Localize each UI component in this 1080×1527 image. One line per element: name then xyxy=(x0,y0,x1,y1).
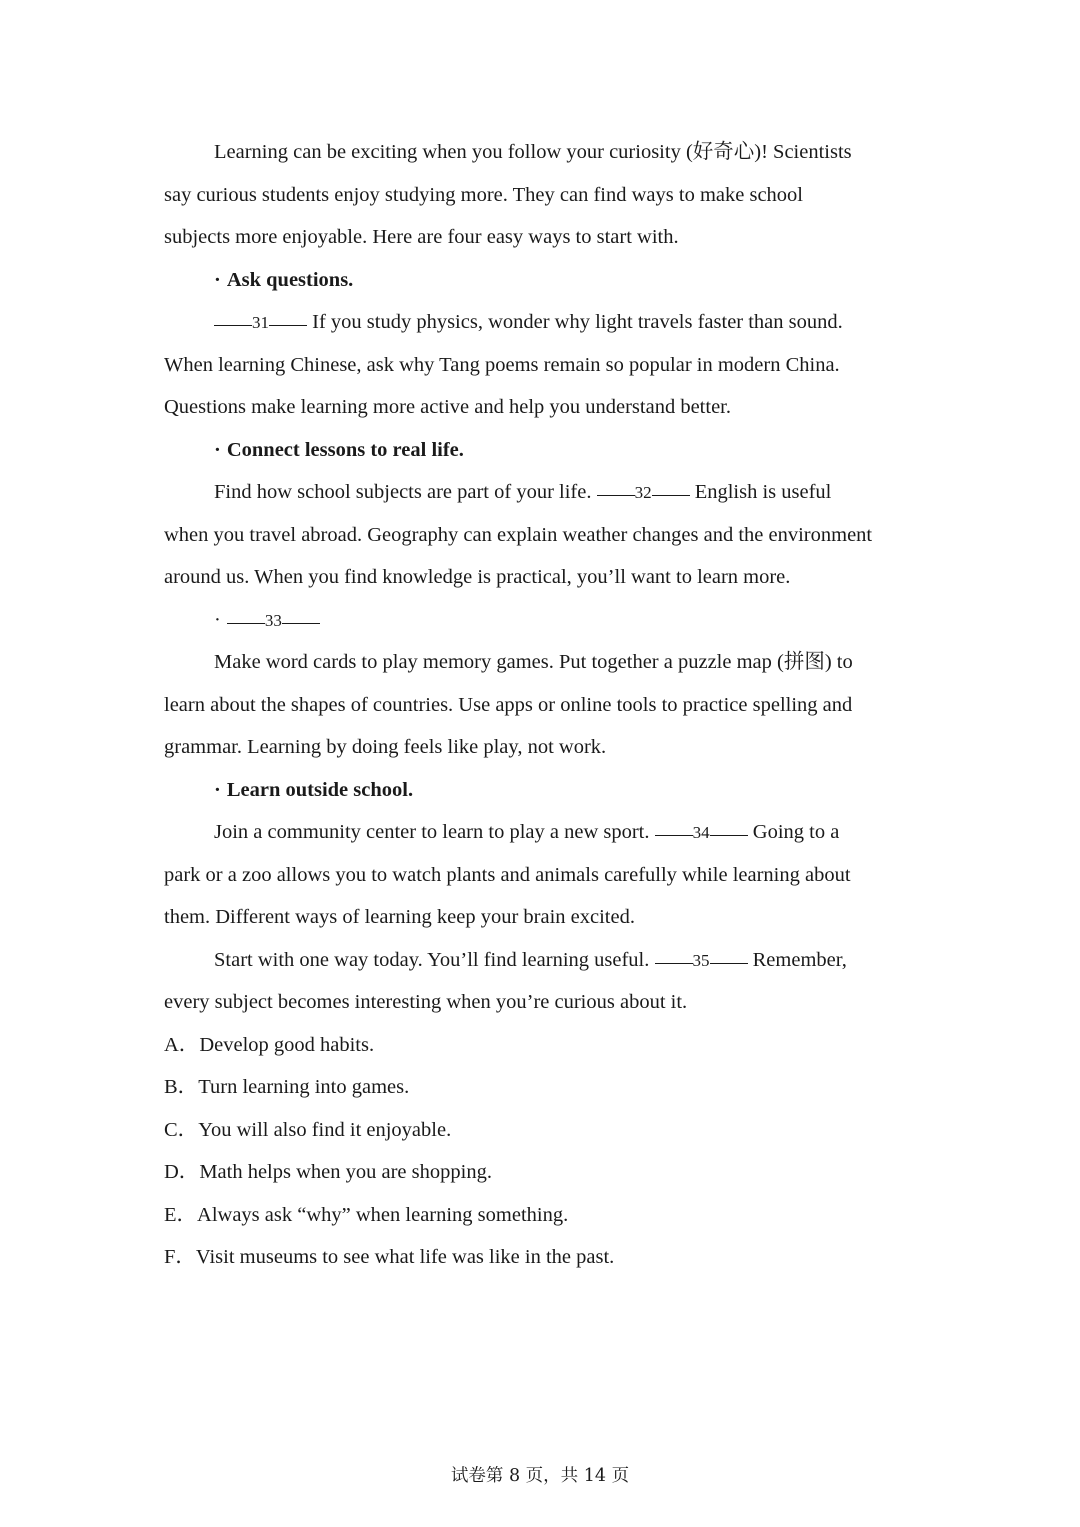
blank-number: 32 xyxy=(634,483,652,502)
answer-options xyxy=(164,1024,924,1279)
heading-text: Connect lessons to real life. xyxy=(226,438,464,461)
section1-line-2: When learning Chinese, ask why Tang poems remain so popular in modern China. xyxy=(164,353,840,376)
section1-line-1-text: If you study physics, wonder why light travels faster than sound. xyxy=(307,311,843,333)
section4-line-2: park or a zoo allows you to watch plants and animals carefully while learning about xyxy=(164,863,851,886)
option-a xyxy=(164,1024,924,1067)
option-text: Develop good habits. xyxy=(199,1033,375,1056)
bullet-dot: · xyxy=(214,268,221,291)
option-letter: B． xyxy=(164,1076,199,1098)
intro-line-3: subjects more enjoyable. Here are four easy ways to start with. xyxy=(164,226,679,248)
section3-line-2: learn about the shapes of countries. Use apps or online tools to practice spelling and xyxy=(164,693,853,716)
conclusion-line-1-after: Remember, xyxy=(747,948,847,971)
bullet-dot: · xyxy=(214,778,221,801)
intro-line-1: Learning can be exciting when you follow your curiosity (好奇心)! Scientists xyxy=(214,141,852,163)
bullet-dot: · xyxy=(214,608,221,631)
blank-32 xyxy=(597,481,690,503)
section-heading-ask-questions xyxy=(164,259,924,302)
heading-text: Ask questions. xyxy=(226,268,354,291)
section2-line-1 xyxy=(164,471,924,514)
option-text: Math helps when you are shopping. xyxy=(199,1161,492,1183)
section4-line-1-after: Going to a xyxy=(747,821,840,843)
section4-line-1-before: Join a community center to learn to play a new sport. xyxy=(214,821,655,843)
blank-35 xyxy=(655,949,748,971)
option-letter: D． xyxy=(164,1161,200,1183)
passage xyxy=(164,131,924,1279)
blank-number: 33 xyxy=(264,610,282,630)
section1-line-3: Questions make learning more active and help you understand better. xyxy=(164,396,731,418)
blank-31 xyxy=(214,311,307,333)
section1-line-1 xyxy=(164,301,924,344)
blank-number: 34 xyxy=(692,823,710,842)
section3-line-3: grammar. Learning by doing feels like play, not work. xyxy=(164,736,607,758)
bullet-dot: · xyxy=(214,438,221,461)
option-text: You will also find it enjoyable. xyxy=(198,1118,452,1141)
heading-text: Learn outside school. xyxy=(226,778,414,801)
conclusion-line-1 xyxy=(164,939,924,982)
section2-line-2: when you travel abroad. Geography can explain weather changes and the environment xyxy=(164,523,873,546)
blank-number: 31 xyxy=(252,313,269,332)
option-d xyxy=(164,1151,924,1194)
section2-line-1-after: English is useful xyxy=(689,481,832,503)
section-heading-blank-33 xyxy=(164,599,924,642)
option-e xyxy=(164,1194,924,1237)
section4-line-1 xyxy=(164,811,924,854)
section-heading-learn-outside xyxy=(164,769,924,812)
blank-number: 35 xyxy=(692,950,710,970)
conclusion-line-1-before: Start with one way today. You’ll find learning useful. xyxy=(214,948,655,971)
option-letter: A． xyxy=(164,1033,200,1056)
option-c xyxy=(164,1109,924,1152)
option-text: Always ask “why” when learning something. xyxy=(197,1203,569,1226)
option-f xyxy=(164,1236,924,1279)
option-letter: F． xyxy=(164,1246,196,1268)
page-footer: 试卷第 8 页，共 14 页 xyxy=(450,1466,630,1486)
option-letter: E． xyxy=(164,1203,198,1226)
option-letter: C． xyxy=(164,1118,199,1141)
section-heading-connect-lessons xyxy=(164,429,924,472)
blank-34 xyxy=(655,821,748,843)
section2-line-1-before: Find how school subjects are part of your life. xyxy=(214,481,597,503)
section3-line-1: Make word cards to play memory games. Put together a puzzle map (拼图) to xyxy=(214,651,853,673)
conclusion-line-2: every subject becomes interesting when you’re curious about it. xyxy=(164,991,688,1013)
section4-line-3: them. Different ways of learning keep your brain excited. xyxy=(164,906,635,928)
section2-line-3: around us. When you find knowledge is practical, you’ll want to learn more. xyxy=(164,566,791,588)
option-text: Turn learning into games. xyxy=(198,1076,410,1098)
intro-line-2: say curious students enjoy studying more. They can find ways to make school xyxy=(164,183,803,206)
option-b xyxy=(164,1066,924,1109)
blank-33 xyxy=(227,609,320,631)
option-text: Visit museums to see what life was like in the past. xyxy=(195,1246,615,1268)
